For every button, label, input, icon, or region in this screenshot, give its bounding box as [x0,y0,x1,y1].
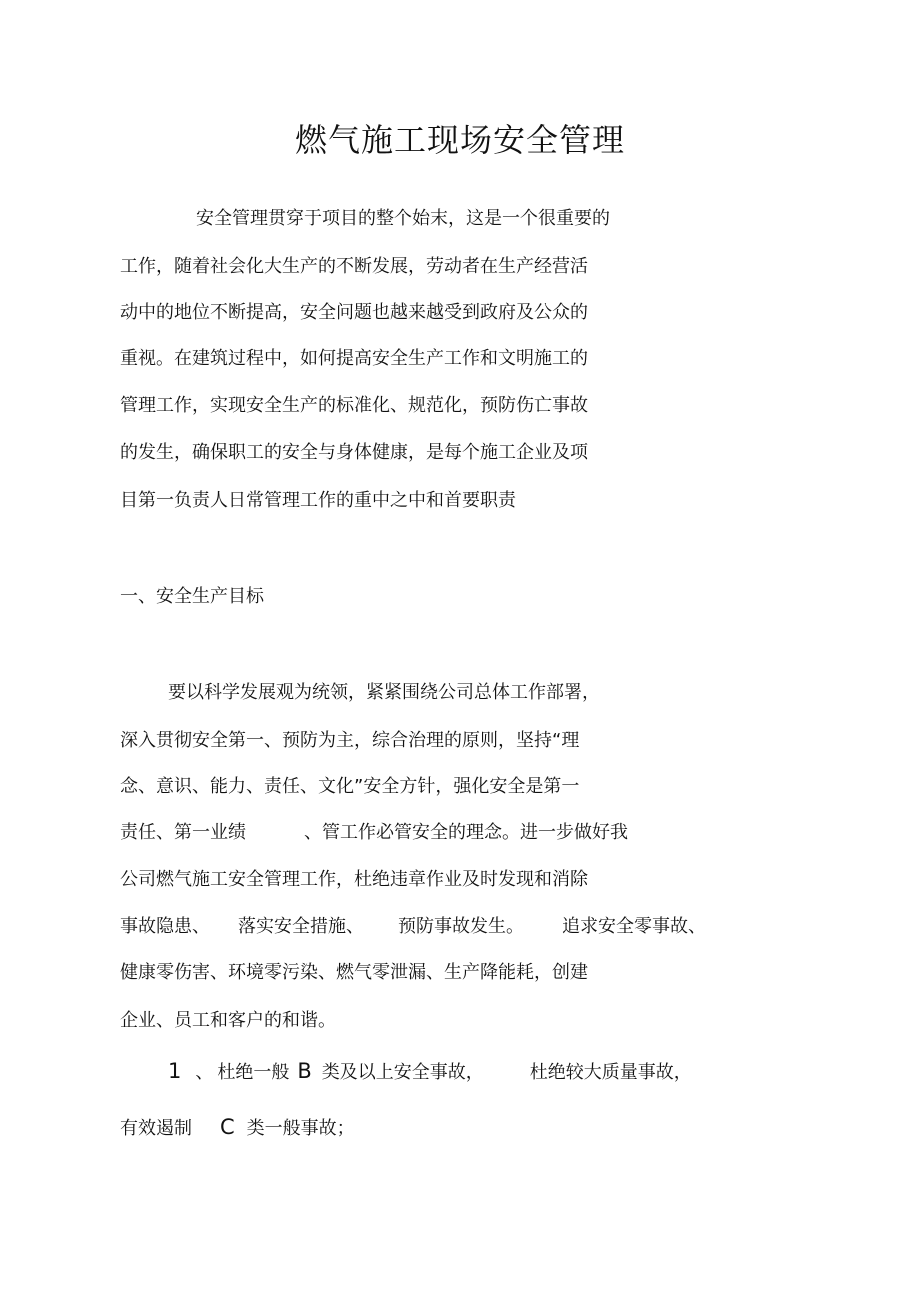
document-title: 燃气施工现场安全管理 [294,121,625,159]
body-line-4 [120,820,628,846]
body-line-2: 深入贯彻安全第一、预防为主，综合治理的原则，坚持“理 [120,730,580,751]
item-1-separator: 、 [195,1062,214,1083]
item-1-line-1 [168,1058,692,1086]
body-line-3: 念、意识、能力、责任、文化”安全方针，强化安全是第一 [120,776,580,797]
body-line-6-part-a: 事故隐患、 [120,916,210,937]
item-1-text-c: 杜绝较大质量事故， [529,1062,692,1083]
item-1-text-a: 杜绝一般 [217,1062,290,1083]
intro-line-5: 管理工作，实现安全生产的标准化、规范化，预防伤亡事故 [120,395,588,416]
intro-line-1: 安全管理贯穿于项目的整个始末，这是一个很重要的 [196,208,610,229]
intro-line-2: 工作，随着社会化大生产的不断发展，劳动者在生产经营活 [120,256,588,277]
section-heading: 一、安全生产目标 [120,586,264,607]
item-1-text-e: 类一般事故； [246,1118,355,1139]
intro-line-3: 动中的地位不断提高，安全问题也越来越受到政府及公众的 [120,302,588,323]
body-line-7: 健康零伤害、环境零污染、燃气零泄漏、生产降能耗，创建 [120,962,588,983]
body-line-8: 企业、员工和客户的和谐。 [120,1010,336,1031]
item-1-number: 1 [168,1059,182,1083]
body-line-4-part-a: 责任、第一业绩 [120,822,246,843]
item-1-text-d: 有效遏制 [120,1118,192,1139]
item-1-letter-b: B [297,1059,312,1083]
body-line-5: 公司燃气施工安全管理工作，杜绝违章作业及时发现和消除 [120,869,588,890]
body-line-1: 要以科学发展观为统领，紧紧围绕公司总体工作部署， [168,682,600,703]
body-line-6-part-b: 落实安全措施、 [238,916,364,937]
body-line-6-part-d: 追求安全零事故、 [562,916,706,937]
intro-line-4: 重视。在建筑过程中，如何提高安全生产工作和文明施工的 [120,348,588,369]
item-1-text-b: 类及以上安全事故， [321,1062,484,1083]
intro-line-6: 的发生，确保职工的安全与身体健康，是每个施工企业及项 [120,442,588,463]
item-1-line-2 [120,1114,355,1142]
body-line-4-part-b: 、管工作必管安全的理念。进一步做好我 [304,822,628,843]
item-1-letter-c: C [220,1115,235,1139]
intro-line-7: 目第一负责人日常管理工作的重中之中和首要职责 [120,490,516,511]
body-line-6-part-c: 预防事故发生。 [398,916,524,937]
body-line-6 [120,914,706,940]
